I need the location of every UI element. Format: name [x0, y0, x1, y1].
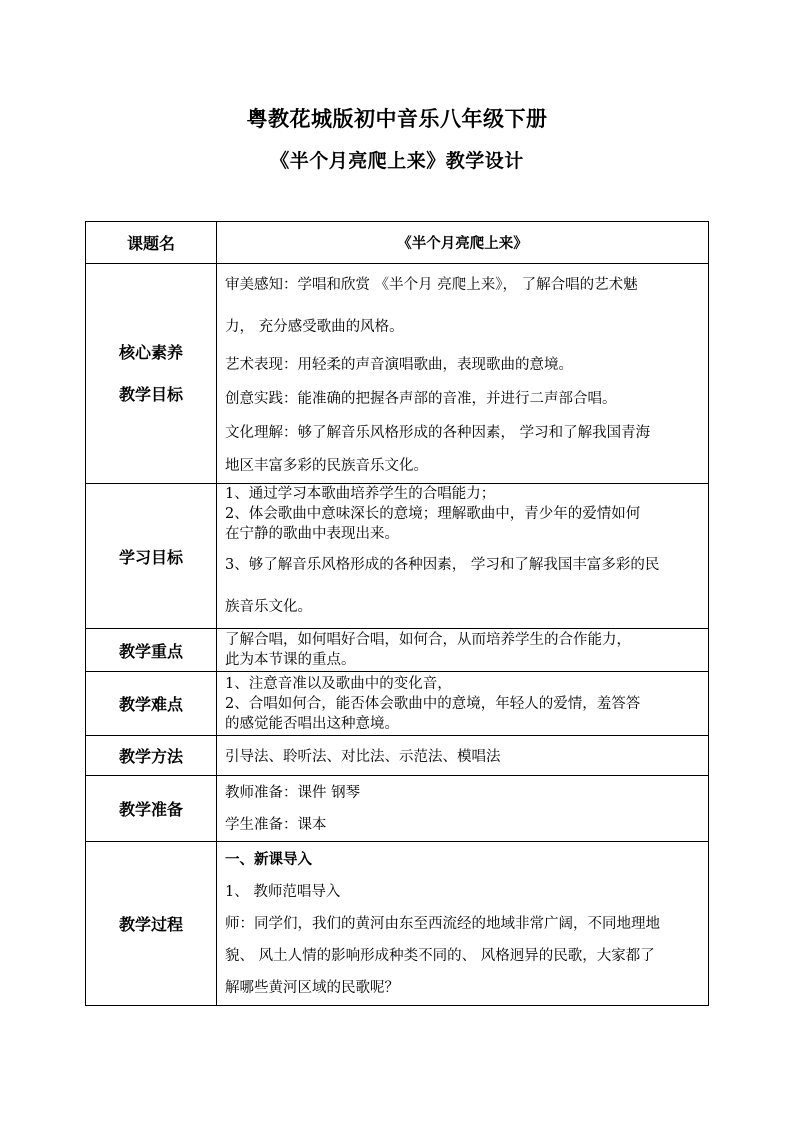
core-line: 力， 充分感受歌曲的风格。 [225, 319, 404, 335]
row-learning-goals [86, 484, 709, 629]
document-subtitle: 《半个月亮爬上来》教学设计 [270, 150, 524, 172]
focus-line: 了解合唱，如何唱好合唱，如何合，从而培养学生的合作能力， [225, 632, 631, 648]
row-focus [86, 629, 709, 672]
label-difficulty: 教学难点 [86, 672, 217, 736]
core-line: 创意实践：能准确的把握各声部的音准，并进行二声部合唱。 [225, 391, 617, 407]
label-process: 教学过程 [86, 842, 217, 1006]
core-line: 地区丰富多彩的民族音乐文化。 [225, 458, 428, 474]
process-line: 解哪些黄河区域的民歌呢？ [225, 979, 399, 996]
content-difficulty [217, 672, 709, 736]
content-learning-goals [217, 484, 709, 629]
difficulty-line: 1、注意音准以及歌曲中的变化音， [225, 675, 452, 692]
value-topic: 《半个月亮爬上来》 [217, 222, 709, 264]
process-line: 师：同学们，我们的黄河由东至西流经的地域非常广阔，不同地理地 [225, 915, 660, 932]
label-core-line2: 教学目标 [118, 384, 183, 404]
row-preparation [86, 776, 709, 842]
learning-line: 1、通过学习本歌曲培养学生的合唱能力； [225, 486, 496, 502]
row-process [86, 842, 709, 1006]
label-focus: 教学重点 [86, 629, 217, 672]
label-method: 教学方法 [86, 736, 217, 776]
label-core-line1: 核心素养 [118, 342, 183, 362]
prep-line: 学生准备：课本 [225, 816, 327, 833]
learning-line: 在宁静的歌曲中表现出来。 [225, 526, 399, 542]
learning-line: 族音乐文化。 [225, 599, 312, 615]
content-focus [217, 629, 709, 672]
focus-line: 此为本节课的重点。 [225, 652, 356, 668]
content-core-goals [217, 264, 709, 484]
learning-line: 3、够了解音乐风格形成的各种因素， 学习和了解我国丰富多彩的民 [225, 557, 660, 573]
row-difficulty [86, 672, 709, 736]
difficulty-line: 2、合唱如何合，能否体会歌曲中的意境，年轻人的爱情，羞答答 [225, 695, 641, 712]
content-preparation [217, 776, 709, 842]
process-line: 貌、 风土人情的影响形成种类不同的、 风格迥异的民歌，大家都了 [225, 947, 655, 964]
row-method [86, 736, 709, 776]
label-core-goals [86, 264, 217, 484]
prep-line: 教师准备：课件 钢琴 [225, 784, 361, 801]
core-line: 文化理解：够了解音乐风格形成的各种因素， 学习和了解我国青海 [225, 425, 651, 441]
row-core-goals [86, 264, 709, 484]
lesson-plan-table [85, 221, 709, 1006]
process-line: 一、新课导入 [225, 850, 312, 868]
learning-line: 2、体会歌曲中意味深长的意境；理解歌曲中，青少年的爱情如何 [225, 506, 641, 522]
difficulty-line: 的感觉能否唱出这种意境。 [225, 715, 399, 732]
label-topic: 课题名 [86, 222, 217, 264]
process-line: 1、 教师范唱导入 [225, 883, 341, 900]
document-title: 粤教花城版初中音乐八年级下册 [246, 106, 548, 131]
row-topic [86, 222, 709, 264]
core-line: 艺术表现：用轻柔的声音演唱歌曲，表现歌曲的意境。 [225, 357, 573, 373]
content-process [217, 842, 709, 1006]
core-line: 审美感知：学唱和欣赏 《半个月 亮爬上来》， 了解合唱的艺术魅 [225, 277, 638, 293]
content-method: 引导法、聆听法、对比法、示范法、模唱法 [217, 736, 709, 776]
label-preparation: 教学准备 [86, 776, 217, 842]
label-learning-goals: 学习目标 [86, 484, 217, 629]
